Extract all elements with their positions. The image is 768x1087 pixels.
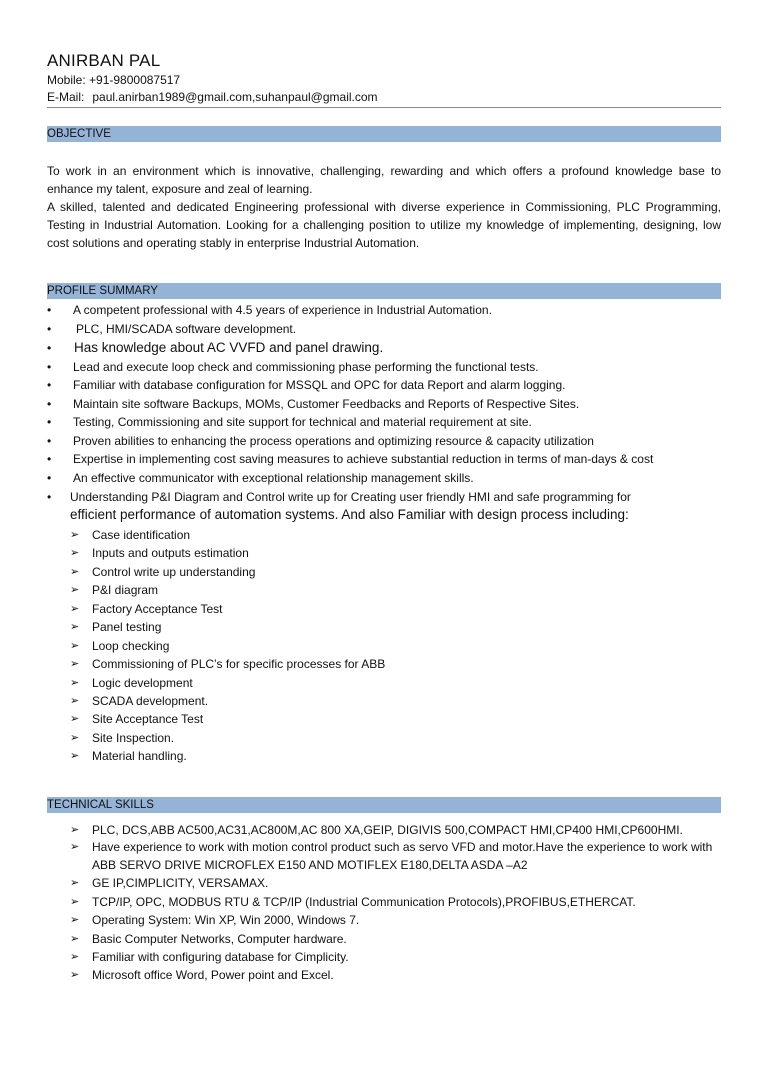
arrow-bullet-icon: ➢: [70, 547, 80, 559]
skill-item-text: PLC, DCS,ABB AC500,AC31,AC800M,AC 800 XA,GEIP, DIGIVIS 500,COMPACT HMI,CP400 HMI,CP600HMI.: [92, 823, 683, 837]
arrow-bullet-icon: ➢: [70, 640, 80, 652]
arrow-bullet-icon: ➢: [70, 933, 80, 945]
profile-bullet: [47, 339, 721, 357]
skill-item: [70, 838, 721, 874]
arrow-bullet-icon: ➢: [70, 750, 80, 762]
bullet-icon: •: [47, 490, 52, 504]
bullet-icon: •: [47, 341, 52, 355]
profile-bullet-text: PLC, HMI/SCADA software development.: [76, 322, 297, 336]
bullet-icon: •: [47, 397, 52, 411]
design-step-text: Material handling.: [92, 749, 187, 763]
profile-bullet: [47, 395, 721, 413]
profile-summary-heading: PROFILE SUMMARY: [47, 283, 721, 299]
bullet-icon: •: [47, 303, 52, 317]
arrow-bullet-icon: ➢: [70, 969, 80, 981]
profile-bullet-text: An effective communicator with exceptional relationship management skills.: [73, 471, 474, 485]
technical-skills-heading: TECHNICAL SKILLS: [47, 797, 721, 813]
design-step: [70, 637, 721, 655]
arrow-bullet-icon: ➢: [70, 584, 80, 596]
bullet-icon: •: [47, 434, 52, 448]
bullet-icon: •: [47, 360, 52, 374]
arrow-bullet-icon: ➢: [70, 824, 80, 836]
design-step-text: Factory Acceptance Test: [92, 602, 223, 616]
skill-item-text: Familiar with configuring database for Cimplicity.: [92, 950, 349, 964]
skill-item: [70, 930, 721, 948]
design-step-text: Commissioning of PLC’s for specific processes for ABB: [92, 657, 386, 671]
design-step: [70, 655, 721, 673]
bullet-icon: •: [47, 415, 52, 429]
skill-item: [70, 874, 721, 892]
skill-item-text: GE IP,CIMPLICITY, VERSAMAX.: [92, 876, 269, 890]
header-divider: [47, 107, 721, 108]
profile-bullet-text: Lead and execute loop check and commissioning phase performing the functional tests.: [73, 360, 539, 374]
profile-bullet-text: Familiar with database configuration for MSSQL and OPC for data Report and alarm logging.: [73, 378, 566, 392]
skill-item: [70, 893, 721, 911]
profile-bullet: [47, 432, 721, 450]
design-step-text: Site Inspection.: [92, 731, 175, 745]
design-step-text: Site Acceptance Test: [92, 712, 204, 726]
design-step: [70, 526, 721, 544]
email-address: paul.anirban1989@gmail.com,suhanpaul@gmail.com: [92, 90, 378, 104]
design-step: [70, 563, 721, 581]
design-step: [70, 600, 721, 618]
arrow-bullet-icon: ➢: [70, 713, 80, 725]
arrow-bullet-icon: ➢: [70, 914, 80, 926]
design-step-text: Control write up understanding: [92, 565, 256, 579]
profile-bullet: [47, 488, 721, 524]
design-step-text: Loop checking: [92, 639, 170, 653]
profile-bullet: [47, 450, 721, 468]
skill-item: [70, 948, 721, 966]
profile-bullet-text: Proven abilities to enhancing the process operations and optimizing resource & capacity utilization: [73, 434, 594, 448]
arrow-bullet-icon: ➢: [70, 566, 80, 578]
arrow-bullet-icon: ➢: [70, 841, 80, 853]
profile-bullet-text: A competent professional with 4.5 years of experience in Industrial Automation.: [73, 303, 492, 317]
profile-bullet-text: Expertise in implementing cost saving measures to achieve substantial reduction in terms of man-days & cost: [73, 452, 654, 466]
arrow-bullet-icon: ➢: [70, 951, 80, 963]
profile-bullet-text: [47, 488, 721, 524]
design-step: [70, 674, 721, 692]
design-step: [70, 747, 721, 765]
design-step-text: SCADA development.: [92, 694, 209, 708]
design-step: [70, 692, 721, 710]
skill-item-text: Operating System: Win XP, Win 2000, Windows 7.: [92, 913, 360, 927]
email-label: E-Mail:: [47, 90, 85, 104]
design-step: [70, 581, 721, 599]
objective-paragraph-1: To work in an environment which is innovative, challenging, rewarding and which offers a profound knowledge base to enhance my talent, exposure and zeal of learning.: [47, 164, 721, 196]
arrow-bullet-icon: ➢: [70, 695, 80, 707]
bullet-icon: •: [47, 452, 52, 466]
arrow-bullet-icon: ➢: [70, 529, 80, 541]
mobile-number: Mobile: +91-9800087517: [47, 73, 181, 87]
skill-item-text: TCP/IP, OPC, MODBUS RTU & TCP/IP (Industrial Communication Protocols),PROFIBUS,ETHERCAT.: [92, 895, 636, 909]
profile-bullet: [47, 413, 721, 431]
design-step-text: P&I diagram: [92, 583, 159, 597]
skill-item: [70, 911, 721, 929]
profile-bullet-line-1: Understanding P&I Diagram and Control write up for Creating user friendly HMI and safe programming for: [70, 490, 631, 504]
arrow-bullet-icon: ➢: [70, 732, 80, 744]
design-step: [70, 544, 721, 562]
profile-bullet-text: Maintain site software Backups, MOMs, Customer Feedbacks and Reports of Respective Sites.: [73, 397, 580, 411]
design-step-text: Inputs and outputs estimation: [92, 546, 249, 560]
design-step-text: Panel testing: [92, 620, 162, 634]
skill-item-text: Have experience to work with motion control product such as servo VFD and motor.Have the experience to work with ABB SERVO DRIVE MICROFLEX E150 AND MOTIFLEX E180,DELTA ASDA –A2: [92, 840, 713, 872]
profile-bullet: [47, 376, 721, 394]
profile-bullet: [47, 320, 721, 338]
bullet-icon: •: [47, 378, 52, 392]
design-step: [70, 710, 721, 728]
profile-bullet: [47, 469, 721, 487]
profile-bullet: [47, 301, 721, 319]
objective-heading: OBJECTIVE: [47, 126, 721, 142]
arrow-bullet-icon: ➢: [70, 603, 80, 615]
bullet-icon: •: [47, 471, 52, 485]
design-step: [70, 729, 721, 747]
objective-text: [47, 162, 721, 252]
skill-item-text: Microsoft office Word, Power point and Excel.: [92, 968, 334, 982]
design-step-text: Logic development: [92, 676, 193, 690]
arrow-bullet-icon: ➢: [70, 658, 80, 670]
arrow-bullet-icon: ➢: [70, 677, 80, 689]
candidate-name: ANIRBAN PAL: [47, 51, 161, 70]
design-step-text: Case identification: [92, 528, 191, 542]
design-step: [70, 618, 721, 636]
skill-item: [70, 966, 721, 984]
skill-item-text: Basic Computer Networks, Computer hardware.: [92, 932, 347, 946]
profile-bullet: [47, 358, 721, 376]
arrow-bullet-icon: ➢: [70, 877, 80, 889]
profile-bullet-text: Testing, Commissioning and site support for technical and material requirement at site.: [73, 415, 532, 429]
bullet-icon: •: [47, 322, 52, 336]
arrow-bullet-icon: ➢: [70, 896, 80, 908]
email-line: [47, 89, 378, 105]
objective-paragraph-2: A skilled, talented and dedicated Engineering professional with diverse experience in Commissioning, PLC Programming, Testing in Industrial Automation. Looking for a challenging position to utilize my knowledge of implementing, designing, low cost solutions and operating stably in enterprise Industrial Automation.: [47, 200, 721, 250]
profile-bullet-text: Has knowledge about AC VVFD and panel drawing.: [74, 340, 384, 355]
arrow-bullet-icon: ➢: [70, 621, 80, 633]
skill-item: [70, 821, 721, 839]
profile-bullet-line-2: efficient performance of automation systems. And also Familiar with design process including:: [70, 507, 629, 522]
